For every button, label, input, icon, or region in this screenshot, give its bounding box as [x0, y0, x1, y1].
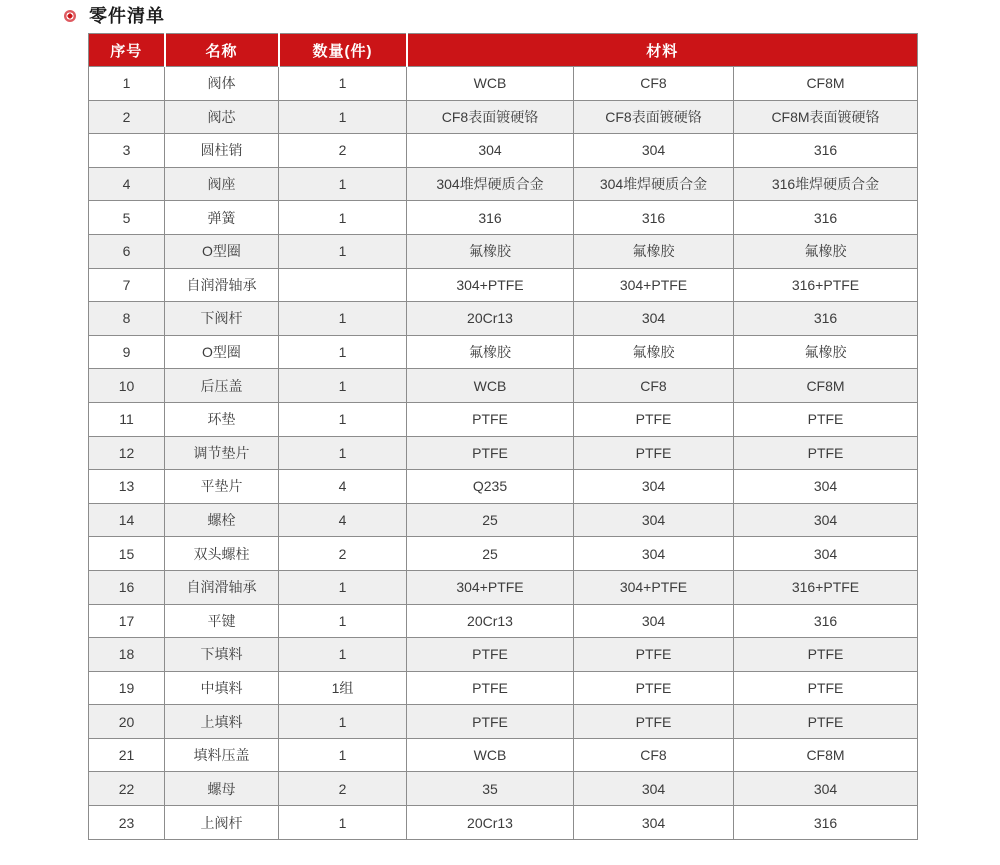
table-cell: 1组 [279, 671, 407, 705]
table-cell: 20 [89, 705, 165, 739]
table-cell: 环垫 [165, 402, 279, 436]
table-cell: 304 [574, 806, 734, 840]
table-cell: 1 [279, 369, 407, 403]
table-cell: 316 [734, 134, 918, 168]
table-cell: PTFE [574, 671, 734, 705]
table-cell: CF8M [734, 738, 918, 772]
table-cell: 304 [574, 134, 734, 168]
table-cell: 316 [734, 201, 918, 235]
table-cell: 9 [89, 335, 165, 369]
table-cell: 316堆焊硬质合金 [734, 167, 918, 201]
table-cell: 304 [574, 772, 734, 806]
table-row [89, 738, 918, 772]
table-row [89, 100, 918, 134]
header-row [89, 34, 918, 67]
table-cell: 19 [89, 671, 165, 705]
table-cell: 氟橡胶 [574, 335, 734, 369]
table-cell: 中填料 [165, 671, 279, 705]
table-cell: 22 [89, 772, 165, 806]
table-cell: 11 [89, 402, 165, 436]
table-cell: 316 [574, 201, 734, 235]
table-cell: 填料压盖 [165, 738, 279, 772]
table-cell: 1 [89, 67, 165, 101]
table-cell: 316 [734, 604, 918, 638]
table-row [89, 268, 918, 302]
table-cell: PTFE [734, 402, 918, 436]
table-body [89, 67, 918, 840]
table-cell: 1 [279, 570, 407, 604]
table-cell: 氟橡胶 [407, 234, 574, 268]
table-row [89, 570, 918, 604]
table-cell: 1 [279, 638, 407, 672]
table-cell: 316 [734, 806, 918, 840]
table-cell: 20Cr13 [407, 806, 574, 840]
table-cell: 1 [279, 201, 407, 235]
table-cell: 7 [89, 268, 165, 302]
table-cell: 13 [89, 470, 165, 504]
table-cell: CF8M [734, 369, 918, 403]
table-cell: 平垫片 [165, 470, 279, 504]
table-cell: 304堆焊硬质合金 [574, 167, 734, 201]
table-cell: 304 [574, 470, 734, 504]
table-cell: 23 [89, 806, 165, 840]
table-cell: 自润滑轴承 [165, 570, 279, 604]
header-cell: 名称 [165, 34, 279, 67]
table-row [89, 369, 918, 403]
table-cell: 304 [574, 604, 734, 638]
table-row [89, 772, 918, 806]
table-cell: 阀座 [165, 167, 279, 201]
table-cell: 316+PTFE [734, 268, 918, 302]
table-cell: 3 [89, 134, 165, 168]
bullet-ring-icon [64, 10, 76, 22]
table-cell: 1 [279, 167, 407, 201]
table-cell: 20Cr13 [407, 302, 574, 336]
table-cell: 304 [734, 470, 918, 504]
table-cell: 1 [279, 402, 407, 436]
table-row [89, 705, 918, 739]
table-cell: PTFE [574, 638, 734, 672]
table-cell: PTFE [734, 436, 918, 470]
table-cell: 2 [279, 537, 407, 571]
table-cell: 螺母 [165, 772, 279, 806]
table-cell: 双头螺柱 [165, 537, 279, 571]
table-row [89, 671, 918, 705]
header-cell: 数量(件) [279, 34, 407, 67]
table-cell: PTFE [574, 705, 734, 739]
table-row [89, 335, 918, 369]
table-cell: Q235 [407, 470, 574, 504]
table-cell: 后压盖 [165, 369, 279, 403]
table-cell: 上填料 [165, 705, 279, 739]
table-cell: CF8M表面镀硬铬 [734, 100, 918, 134]
table-cell: CF8表面镀硬铬 [407, 100, 574, 134]
table-cell: 4 [279, 503, 407, 537]
table-cell: 304 [734, 503, 918, 537]
table-cell: 6 [89, 234, 165, 268]
table-cell: 1 [279, 234, 407, 268]
table-cell: 下填料 [165, 638, 279, 672]
section-header [64, 2, 165, 30]
table-cell: 2 [279, 134, 407, 168]
table-cell: 1 [279, 604, 407, 638]
table-row [89, 167, 918, 201]
table-cell: 阀芯 [165, 100, 279, 134]
table-row [89, 806, 918, 840]
table-cell: 316 [407, 201, 574, 235]
table-row [89, 503, 918, 537]
table-cell: WCB [407, 67, 574, 101]
table-cell: 304+PTFE [407, 570, 574, 604]
table-cell: 弹簧 [165, 201, 279, 235]
table-cell: 20Cr13 [407, 604, 574, 638]
table-cell: 12 [89, 436, 165, 470]
table-cell: 304 [574, 302, 734, 336]
table-cell: CF8 [574, 369, 734, 403]
table-cell: 15 [89, 537, 165, 571]
table-cell: 304 [407, 134, 574, 168]
table-cell: 14 [89, 503, 165, 537]
table-cell: O型圈 [165, 234, 279, 268]
table-row [89, 537, 918, 571]
table-cell: WCB [407, 738, 574, 772]
table-cell: 氟橡胶 [734, 335, 918, 369]
table-cell: 18 [89, 638, 165, 672]
table-row [89, 234, 918, 268]
table-cell: 316+PTFE [734, 570, 918, 604]
table-cell: 氟橡胶 [407, 335, 574, 369]
table-cell: 1 [279, 436, 407, 470]
table-cell: 下阀杆 [165, 302, 279, 336]
table-cell: 304 [574, 503, 734, 537]
table-cell: 8 [89, 302, 165, 336]
table-cell: 2 [89, 100, 165, 134]
table-cell: PTFE [734, 671, 918, 705]
table-cell: PTFE [734, 638, 918, 672]
table-cell: PTFE [407, 705, 574, 739]
table-cell: PTFE [574, 436, 734, 470]
table-cell: 25 [407, 503, 574, 537]
parts-table [88, 33, 918, 840]
table-cell: 1 [279, 806, 407, 840]
table-cell: WCB [407, 369, 574, 403]
table-cell: 304 [734, 772, 918, 806]
table-cell: PTFE [407, 402, 574, 436]
table-cell: 1 [279, 335, 407, 369]
table-cell: 304 [574, 537, 734, 571]
table-cell: 1 [279, 100, 407, 134]
table-cell: 螺栓 [165, 503, 279, 537]
table-row [89, 201, 918, 235]
header-cell: 序号 [89, 34, 165, 67]
table-cell: PTFE [407, 638, 574, 672]
table-cell: 上阀杆 [165, 806, 279, 840]
table-cell: 304 [734, 537, 918, 571]
table-cell: 2 [279, 772, 407, 806]
table-cell: 10 [89, 369, 165, 403]
table-cell: 16 [89, 570, 165, 604]
table-cell: CF8 [574, 738, 734, 772]
table-cell: 平键 [165, 604, 279, 638]
table-cell: PTFE [407, 436, 574, 470]
table-cell: 阀体 [165, 67, 279, 101]
table-cell: 21 [89, 738, 165, 772]
table-row [89, 134, 918, 168]
table-cell: O型圈 [165, 335, 279, 369]
table-cell: 5 [89, 201, 165, 235]
table-row [89, 67, 918, 101]
table-cell: 氟橡胶 [734, 234, 918, 268]
table-cell: CF8表面镀硬铬 [574, 100, 734, 134]
table-row [89, 638, 918, 672]
table-cell: 自润滑轴承 [165, 268, 279, 302]
table-cell: 17 [89, 604, 165, 638]
table-cell: 1 [279, 302, 407, 336]
table-cell: 1 [279, 705, 407, 739]
table-cell: CF8M [734, 67, 918, 101]
table-cell: 氟橡胶 [574, 234, 734, 268]
table-cell: 1 [279, 738, 407, 772]
table-cell: 圆柱销 [165, 134, 279, 168]
table-cell: 4 [279, 470, 407, 504]
table-cell: CF8 [574, 67, 734, 101]
table-row [89, 302, 918, 336]
header-cell: 材料 [407, 34, 918, 67]
table-cell: 25 [407, 537, 574, 571]
table-cell: 316 [734, 302, 918, 336]
table-cell: 304堆焊硬质合金 [407, 167, 574, 201]
table-header [89, 34, 918, 67]
table-row [89, 436, 918, 470]
table-cell: 调节垫片 [165, 436, 279, 470]
table-cell: 304+PTFE [574, 268, 734, 302]
table-cell [279, 268, 407, 302]
page-title: 零件清单 [89, 6, 165, 26]
table-cell: 1 [279, 67, 407, 101]
table-cell: 304+PTFE [574, 570, 734, 604]
table-cell: 35 [407, 772, 574, 806]
table-cell: PTFE [407, 671, 574, 705]
table-row [89, 470, 918, 504]
table-row [89, 604, 918, 638]
table-row [89, 402, 918, 436]
table-cell: 4 [89, 167, 165, 201]
table-cell: PTFE [574, 402, 734, 436]
table-cell: PTFE [734, 705, 918, 739]
table-cell: 304+PTFE [407, 268, 574, 302]
